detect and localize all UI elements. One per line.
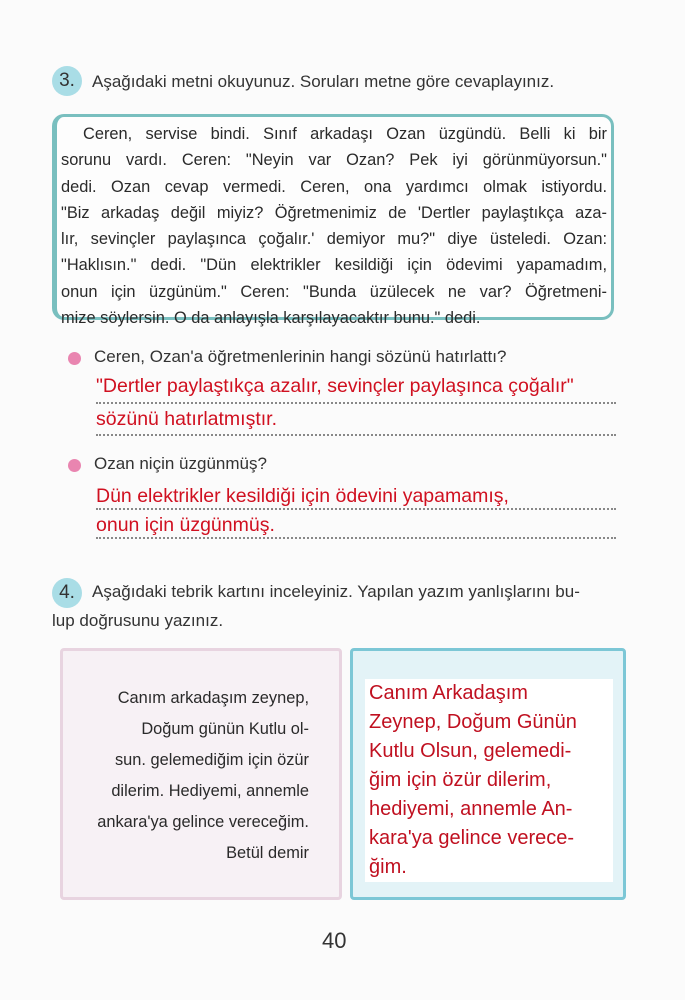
answer-line	[96, 537, 616, 539]
bullet-icon	[68, 459, 81, 472]
card-line: Doğum günün Kutlu ol-	[141, 720, 309, 738]
answer-card-line: ğim için özür dilerim,	[369, 769, 552, 791]
card-line: sun. gelemediğim için özür	[114, 751, 309, 769]
card-line: dilerim. Hediyemi, annemle	[111, 782, 309, 800]
story-box	[52, 114, 614, 328]
answer-1-line-2: sözünü hatırlatmıştır.	[96, 408, 277, 430]
card-line: Canım arkadaşım zeynep,	[117, 689, 309, 707]
story-text	[61, 121, 607, 331]
answer-1-line-1: "Dertler paylaştıkça azalır, sevinçler paylaşınca çoğalır"	[96, 375, 574, 397]
answer-2-line-2: onun için üzgünmüş.	[96, 514, 275, 536]
question-2-text: Ozan niçin üzgünmüş?	[94, 454, 267, 473]
story-line: onun için üzgünüm." Ceren: "Bunda üzülecek ne var? Öğretmeni-	[61, 282, 607, 301]
question-3-number: 3.	[52, 66, 82, 96]
answer-card-line: ğim.	[369, 856, 407, 878]
story-line: dedi. Ozan cevap vermedi. Ceren, ona yardımcı olmak istiyordu.	[61, 177, 607, 196]
answer-line	[96, 508, 616, 510]
answer-2-line-1: Dün elektrikler kesildiği için ödevini yapamamış,	[96, 485, 509, 507]
question-4-number: 4.	[52, 578, 82, 608]
answer-card-line: kara'ya gelince verece-	[369, 827, 575, 849]
answer-card-line: hediyemi, annemle An-	[369, 798, 573, 820]
card-line: ankara'ya gelince vereceğim.	[97, 813, 309, 831]
story-line: mize söylersin. O da anlayışla karşılayacaktır bunu." dedi.	[61, 309, 481, 328]
story-line: "Haklısın." dedi. "Dün elektrikler kesildiği için ödevimi yapamadım,	[61, 256, 607, 275]
answer-line	[96, 434, 616, 436]
answer-line	[96, 402, 616, 404]
story-line: Ceren, servise bindi. Sınıf arkadaşı Ozan üzgündü. Belli ki bir	[83, 125, 607, 143]
story-line: lır, sevinçler paylaşınca çoğalır.' demiyor mu?" diye üsteledi. Ozan:	[61, 230, 607, 249]
question-4-instruction-line-1: Aşağıdaki tebrik kartını inceleyiniz. Yapılan yazım yanlışlarını bu-	[92, 582, 580, 601]
question-4-instruction-line-2: lup doğrusunu yazınız.	[52, 611, 224, 630]
bullet-icon	[68, 352, 81, 365]
question-1-text: Ceren, Ozan'a öğretmenlerinin hangi sözünü hatırlattı?	[94, 347, 507, 366]
page-number: 40	[322, 928, 347, 953]
story-line: sorunu vardı. Ceren: "Neyin var Ozan? Pek iyi görünmüyorsun."	[61, 151, 607, 170]
answer-card-line: Zeynep, Doğum Günün	[369, 711, 577, 733]
answer-card-line: Kutlu Olsun, gelemedi-	[369, 740, 572, 762]
question-3-instruction: Aşağıdaki metni okuyunuz. Soruları metne göre cevaplayınız.	[92, 72, 555, 91]
story-line: "Biz arkadaş değil miyiz? Öğretmenimiz de 'Dertler paylaştıkça aza-	[61, 203, 607, 222]
answer-card-line: Canım Arkadaşım	[369, 682, 528, 704]
greeting-card	[60, 648, 342, 900]
card-signature: Betül demir	[226, 844, 309, 862]
answer-card	[350, 648, 626, 900]
